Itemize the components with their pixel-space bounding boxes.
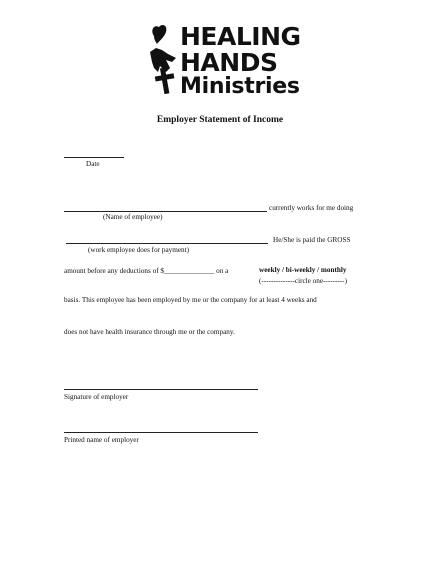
work-description-line[interactable] — [66, 243, 268, 244]
date-line[interactable] — [64, 157, 124, 158]
circle-one-hint: (--------------circle one---------) — [259, 277, 347, 285]
healing-hands-logo — [148, 22, 301, 102]
logo-word-hands: HANDS — [180, 48, 278, 77]
logo-word-ministries: Ministries — [180, 74, 300, 99]
logo-word-healing: HEALING — [180, 22, 301, 51]
insurance-text: does not have health insurance through me or the company. — [64, 328, 235, 336]
page-title: Employer Statement of Income — [156, 115, 284, 125]
frequency-options[interactable]: weekly / bi-weekly / monthly — [259, 266, 347, 274]
employee-name-line[interactable] — [64, 211, 267, 212]
signature-label: Signature of employer — [64, 393, 129, 401]
employee-name-label: (Name of employee) — [103, 213, 163, 221]
signature-line[interactable] — [64, 389, 258, 390]
paid-gross-text: He/She is paid the GROSS — [273, 236, 351, 244]
hand-cross-logo-icon — [148, 22, 184, 102]
printed-name-label: Printed name of employer — [64, 436, 139, 444]
printed-name-line[interactable] — [64, 432, 258, 433]
date-label: Date — [86, 160, 100, 168]
work-description-label: (work employee does for payment) — [88, 246, 189, 254]
works-for-text: currently works for me doing — [269, 204, 354, 212]
amount-text: amount before any deductions of $______________ on a — [64, 267, 229, 275]
basis-text: basis. This employee has been employed by me or the company for at least 4 weeks and — [64, 296, 317, 304]
